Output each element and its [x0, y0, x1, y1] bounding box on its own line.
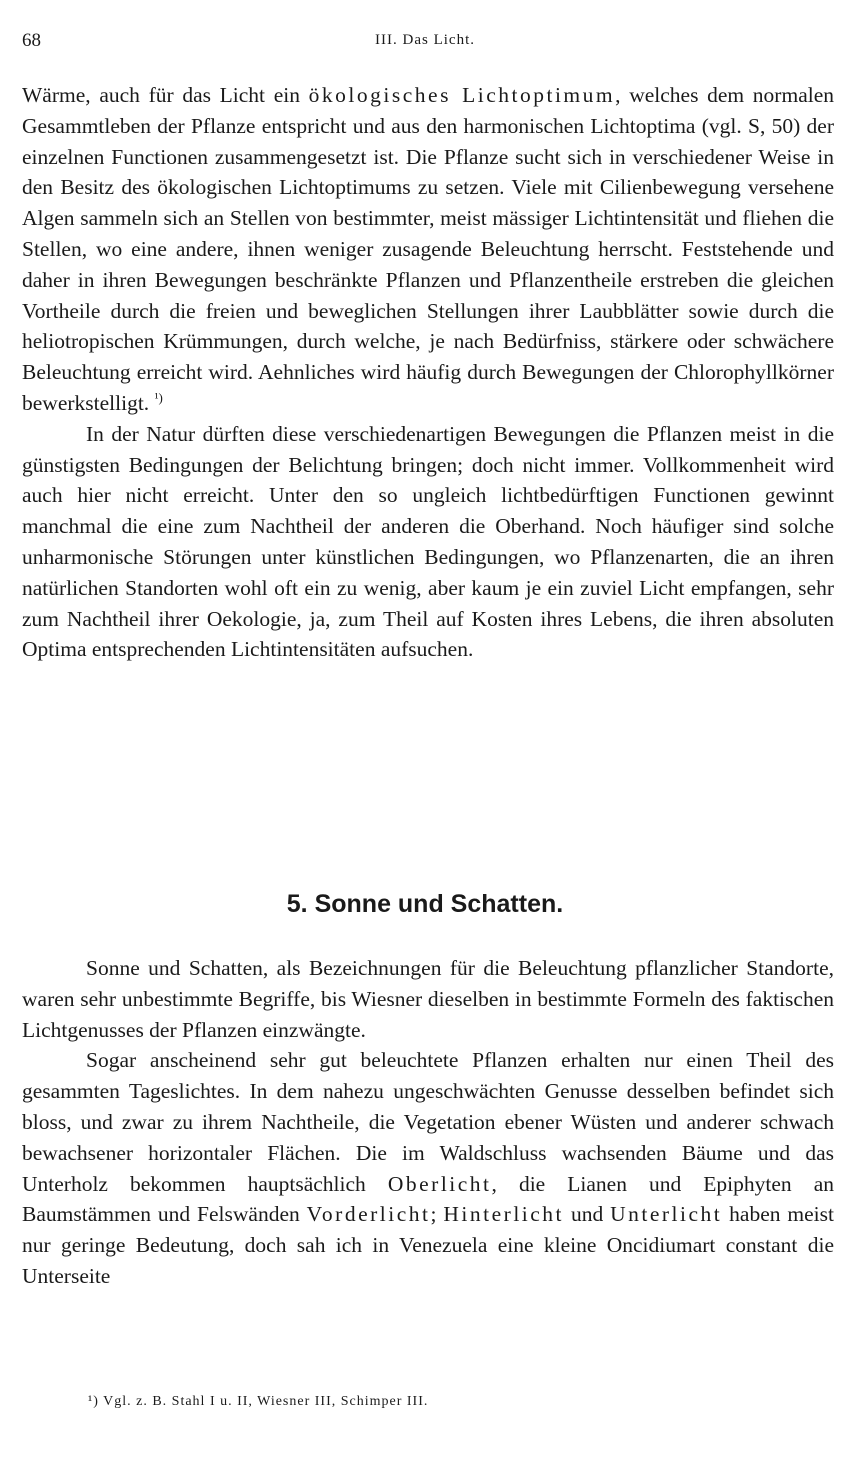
paragraph-1-part-2: , welches dem normalen Gesammtleben der Pflanze entspricht und aus den harmonischen Lichtoptima (vgl. S, 50) der einzelnen Functionen zusammengesetzt ist. Die Pflanze sucht sich in verschiedener Weise in den Besitz des ökologischen Lichtoptimums zu setzen. Viele mit Cilienbewegung versehene Algen sammeln sich an Stellen von bestimmter, meist mässiger Lichtintensität und fliehen die Stellen, wo eine andere, ihnen weniger zusagende Beleuchtung herrscht. Feststehende und daher in ihren Bewegungen beschränkte Pflanzen und Pflanzentheile erstreben die gleichen Vortheile durch die freien und beweglichen Stellungen ihrer Laubblätter sowie durch die heliotropischen Krümmungen, durch welche, je nach Bedürfniss, stärkere oder schwächere Beleuchtung erreicht wird. Aehnliches wird häufig durch Bewegungen der Chlorophyllkörner bewerkstelligt. [22, 83, 835, 415]
section-paragraph-2-part-2: , die Lianen und Epiphyten an Baumstämmen und Felswänden [22, 1171, 835, 1227]
spaced-term-hinterlicht: Hinterlicht [443, 1202, 565, 1227]
page-number: 68 [22, 30, 41, 51]
spaced-term-oberlicht: Oberlicht [387, 1171, 492, 1196]
spaced-term-unterlicht: Unterlicht [610, 1202, 723, 1227]
section-body [22, 953, 834, 1292]
page-header [22, 30, 828, 56]
paragraph-1 [22, 80, 834, 419]
section-paragraph-1: Sonne und Schatten, als Bezeichnungen für die Beleuchtung pflanzlicher Standorte, waren sehr unbestimmte Begriffe, bis Wiesner dieselben in bestimmte Formeln des faktischen Lichtgenusses der Pflanzen einzwängte. [22, 956, 834, 1042]
section-paragraph-2 [22, 1045, 834, 1291]
running-head: III. Das Licht. [375, 32, 475, 48]
footnote-text: Vgl. z. B. Stahl I u. II, Wiesner III, Schimper III. [103, 1394, 429, 1409]
section-heading: 5. Sonne und Schatten. [286, 890, 564, 918]
footnote [88, 1394, 428, 1410]
section-paragraph-2-part-1: Sogar anscheinend sehr gut beleuchtete Pflanzen erhalten nur einen Theil des gesammten Tageslichtes. In dem nahezu ungeschwächten Genusse desselben befindet sich bloss, und zwar zu ihrem Nachtheile, die Vegetation ebener Wüsten und anderer schwach bewachsener horizontaler Flächen. Die im Waldschluss wachsenden Bäume und das Unterholz bekommen hauptsächlich [22, 1048, 834, 1196]
section-paragraph-2-part-4: und [564, 1202, 611, 1227]
section-paragraph-2-part-3: ; [430, 1202, 444, 1227]
spaced-term-lichtoptimum: ökologisches Lichtoptimum [308, 83, 616, 107]
section-paragraph-2-part-5: haben meist nur geringe Bedeutung, doch sah ich in Venezuela eine kleine Oncidiumart constant die Unterseite [22, 1202, 834, 1288]
body-text [22, 80, 834, 665]
footnote-marker: ¹) [88, 1394, 99, 1409]
spaced-term-vorderlicht: Vorderlicht [306, 1202, 431, 1227]
paragraph-1-part-1: Wärme, auch für das Licht ein [22, 83, 309, 107]
paragraph-2: In der Natur dürften diese verschiedenartigen Bewegungen die Pflanzen meist in die günstigsten Bedingungen der Belichtung bringen; doch nicht immer. Vollkommenheit wird auch hier nicht erreicht. Unter den so ungleich lichtbedürftigen Functionen gewinnt manchmal die eine zum Nachtheil der anderen die Oberhand. Noch häufiger sind solche unharmonische Störungen unter künstlichen Bedingungen, wo Pflanzenarten, die an ihren natürlichen Standorten wohl oft ein zu wenig, aber kaum je ein zuviel Licht empfangen, sehr zum Nachtheil ihrer Oekologie, ja, zum Theil auf Kosten ihres Lebens, die ihren absoluten Optima entsprechenden Lichtintensitäten aufsuchen. [22, 421, 834, 662]
footnote-reference: ¹) [154, 389, 163, 405]
